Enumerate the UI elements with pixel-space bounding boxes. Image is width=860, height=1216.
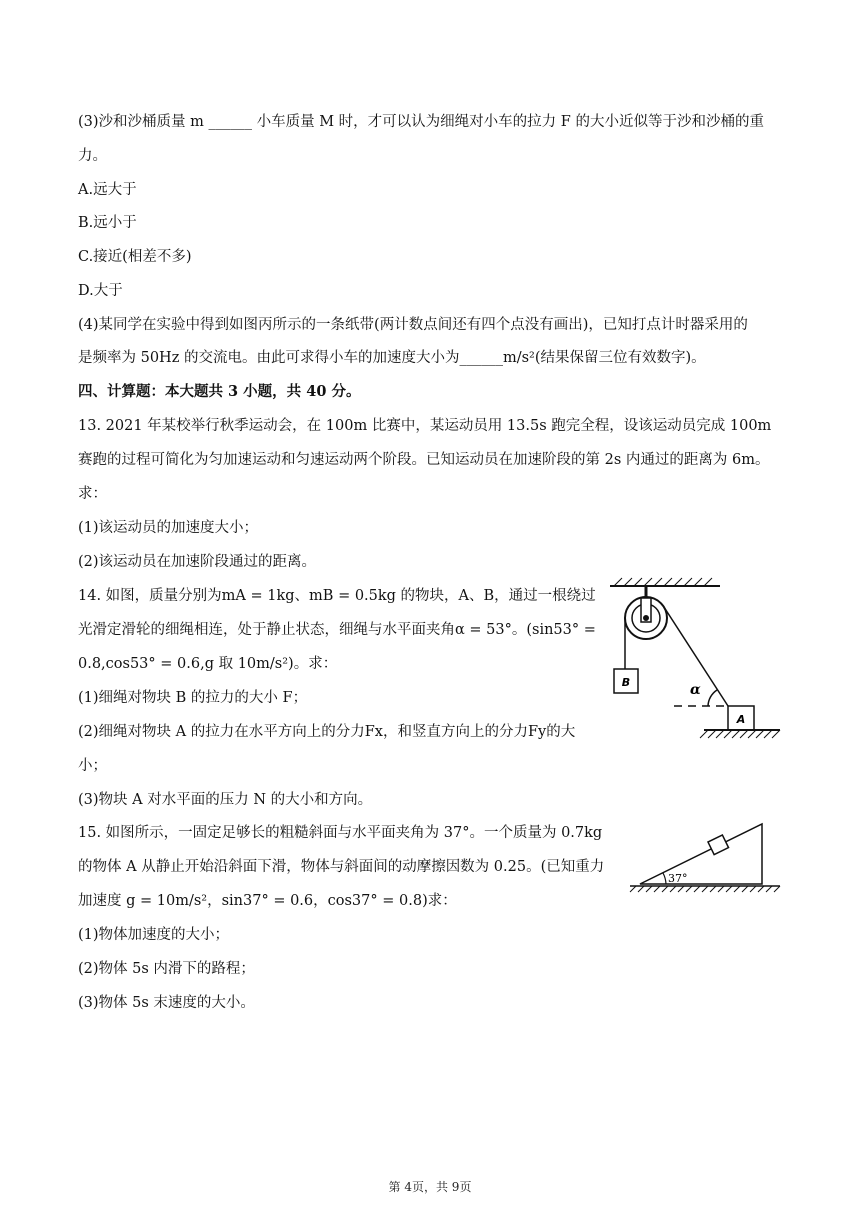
q15-line: (1)物体加速度的大小；: [78, 927, 230, 943]
q15-line: (3)物体 5s 末速度的大小。: [78, 995, 255, 1011]
q15-line: 加速度 g = 10m/s²，sin37° = 0.6，cos37° = 0.8)求：: [78, 893, 457, 909]
q13-line: (2)该运动员在加速阶段通过的距离。: [78, 554, 317, 570]
q12-option-c: C.接近(相差不多): [78, 249, 192, 265]
q13-line: 13. 2021 年某校举行秋季运动会，在 100m 比赛中，某运动员用 13.5s 跑完全程，设该运动员完成 100m: [78, 418, 772, 434]
q14-line: (3)物块 A 对水平面的压力 N 的大小和方向。: [78, 792, 373, 808]
q12-part3-line2: 力。: [78, 148, 107, 164]
q15-line: 15. 如图所示，一固定足够长的粗糙斜面与水平面夹角为 37°。一个质量为 0.7kg: [78, 825, 603, 841]
section-heading: 四、计算题：本大题共 3 小题，共 40 分。: [78, 383, 361, 400]
q15-line: 的物体 A 从静止开始沿斜面下滑，物体与斜面间的动摩擦因数为 0.25。(已知重力: [78, 859, 605, 875]
q12-part4-line2: 是频率为 50Hz 的交流电。由此可求得小车的加速度大小为______m/s²(结果保留三位有效数字)。: [78, 350, 706, 366]
q14-line: 14. 如图，质量分别为mA = 1kg、mB = 0.5kg 的物块，A、B，通过一根绕过: [78, 588, 596, 604]
angle-37-label: 37°: [668, 872, 688, 885]
pulley-diagram: [600, 576, 790, 746]
page-footer: 第 4页，共 9页: [388, 1180, 472, 1194]
block-a-label: A: [736, 713, 746, 726]
q12-part3-line1: (3)沙和沙桶质量 m ______ 小车质量 M 时，才可以认为细绳对小车的拉力 F 的大小近似等于沙和沙桶的重: [78, 114, 764, 130]
q14-line: 小；: [78, 758, 107, 774]
angle-alpha-label: α: [690, 682, 701, 698]
q14-line: (2)细绳对物块 A 的拉力在水平方向上的分力Fx，和竖直方向上的分力Fy的大: [78, 724, 576, 740]
q12-option-b: B.远小于: [78, 215, 137, 231]
q13-line: (1)该运动员的加速度大小；: [78, 520, 259, 536]
q12-option-d: D.大于: [78, 283, 123, 299]
q12-part4-line1: (4)某同学在实验中得到如图丙所示的一条纸带(两计数点间还有四个点没有画出)，已知打点计时器采用的: [78, 317, 748, 333]
q14-line: 0.8,cos53° = 0.6,g 取 10m/s²)。求：: [78, 656, 338, 672]
q13-line: 求：: [78, 486, 107, 502]
q13-line: 赛跑的过程可简化为匀加速运动和匀速运动两个阶段。已知运动员在加速阶段的第 2s 内通过的距离为 6m。: [78, 452, 770, 468]
q14-line: 光滑定滑轮的细绳相连，处于静止状态，细绳与水平面夹角α = 53°。(sin53° =: [78, 622, 596, 638]
q14-line: (1)细绳对物块 B 的拉力的大小 F；: [78, 690, 308, 706]
q15-line: (2)物体 5s 内滑下的路程；: [78, 961, 255, 977]
block-b-label: B: [621, 676, 631, 689]
q12-option-a: A.远大于: [78, 182, 137, 198]
incline-diagram: [628, 818, 788, 898]
